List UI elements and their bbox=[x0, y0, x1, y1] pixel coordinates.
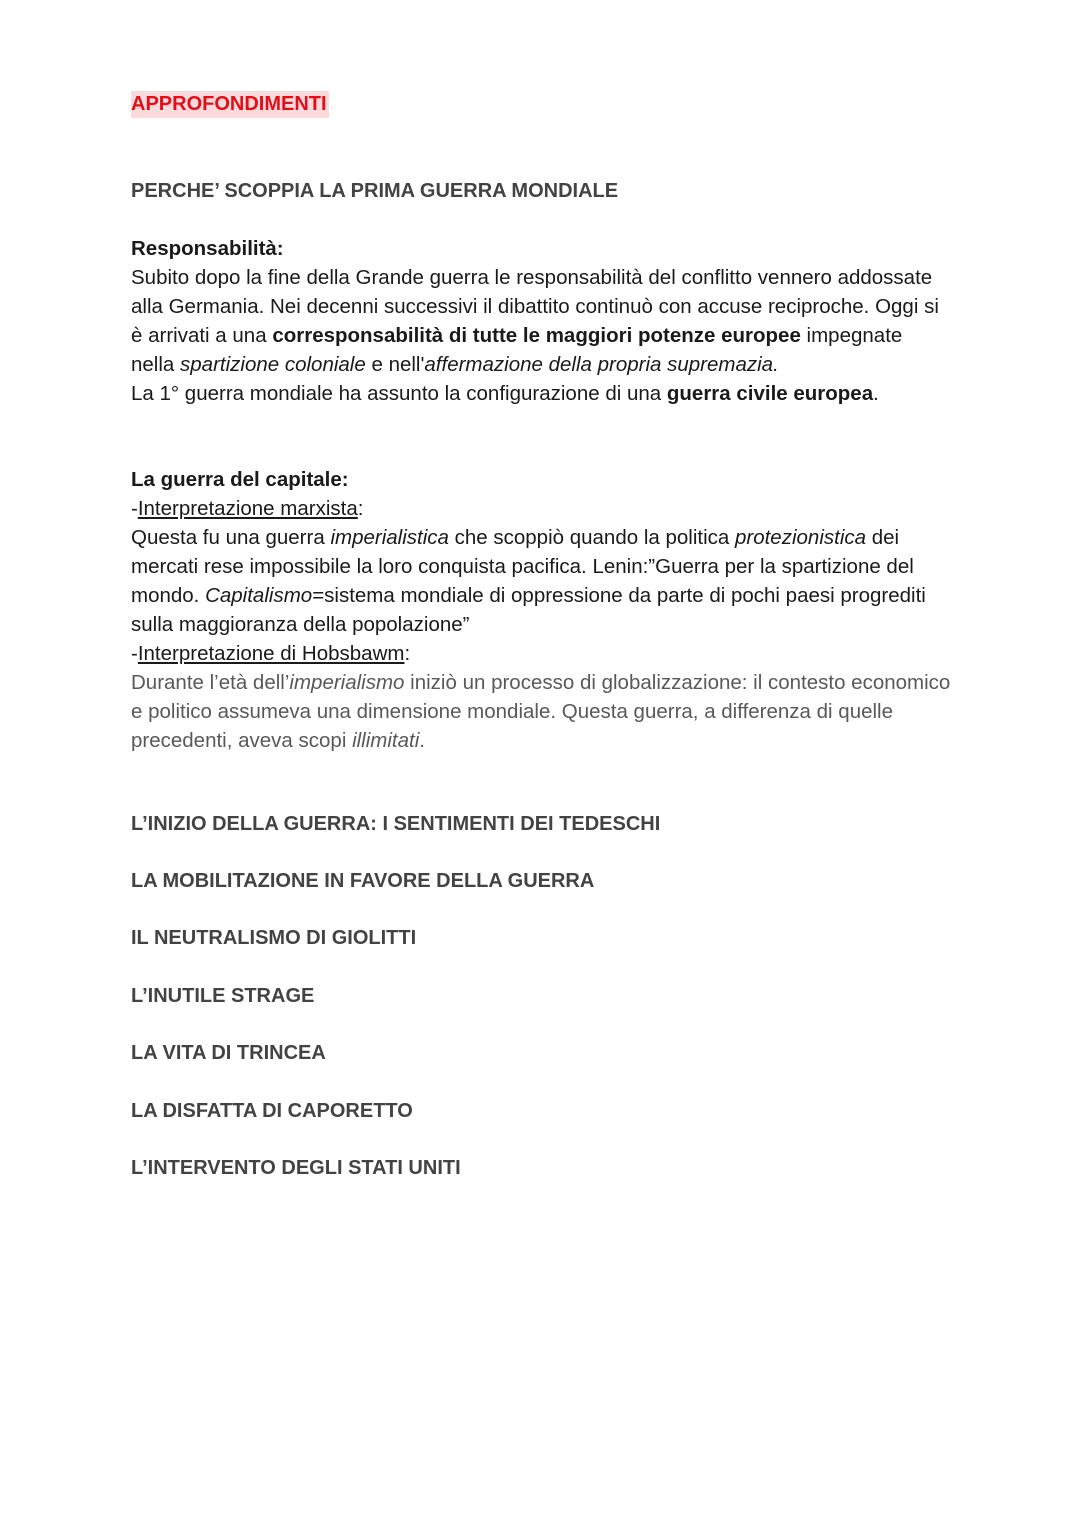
italic-run: spartizione coloniale bbox=[180, 353, 366, 376]
text-run: che scoppiò quando la politica bbox=[448, 526, 735, 549]
topic-heading: IL NEUTRALISMO DI GIOLITTI bbox=[131, 927, 417, 949]
section-label: APPROFONDIMENTI bbox=[131, 91, 329, 118]
responsabilita-conclusion bbox=[131, 379, 951, 408]
responsabilita-title: Responsabilità: bbox=[131, 237, 284, 260]
italic-run: Capitalismo bbox=[205, 584, 313, 607]
text-run: . bbox=[419, 729, 425, 752]
marxist-heading bbox=[131, 494, 951, 523]
text-run: iniziò un processo di globalizzazione: il contesto economico e politico assumeva una dimensione mondiale. Questa guerra, a differenza di quelle precedenti, aveva scopi bbox=[131, 671, 951, 752]
text-run: Subito dopo la fine della Grande guerra le responsabilità del conflitto vennero addossate alla Germania. Nei decenni successivi il dibattito continuò con accuse reciproche. Oggi si è arrivati a una bbox=[131, 266, 939, 347]
text-run: Durante l’età dell’ bbox=[131, 671, 290, 694]
italic-run: illimitati bbox=[352, 729, 420, 752]
dash: - bbox=[131, 497, 138, 520]
italic-run: affermazione della propria supremazia. bbox=[424, 353, 779, 376]
text-run: Questa fu una guerra bbox=[131, 526, 331, 549]
italic-run: protezionistica bbox=[734, 526, 867, 549]
colon: : bbox=[404, 642, 411, 665]
bold-run: corresponsabilità di tutte le maggiori potenze europee bbox=[272, 324, 801, 347]
text-run: dei mercati rese impossibile la loro conquista pacifica. Lenin:”Guerra per la spartizione del mondo. bbox=[131, 526, 914, 607]
bold-run: guerra civile europea bbox=[666, 382, 874, 405]
topic-heading: L’INIZIO DELLA GUERRA: I SENTIMENTI DEI TEDESCHI bbox=[131, 813, 661, 835]
colon: : bbox=[357, 497, 364, 520]
text-run: . bbox=[873, 382, 879, 405]
capitale-section bbox=[131, 465, 951, 755]
text-run: impegnate nella bbox=[131, 324, 903, 376]
marxist-label: Interpretazione marxista bbox=[137, 497, 358, 520]
responsabilita-paragraph bbox=[131, 263, 951, 379]
responsabilita-section bbox=[131, 234, 951, 408]
text-run: e nell' bbox=[365, 353, 425, 376]
page-title: PERCHE’ SCOPPIA LA PRIMA GUERRA MONDIALE bbox=[131, 180, 619, 202]
topic-heading: L’INUTILE STRAGE bbox=[131, 985, 315, 1007]
italic-run: imperialismo bbox=[289, 671, 405, 694]
hobsbawm-paragraph bbox=[131, 668, 951, 755]
topic-heading: L’INTERVENTO DEGLI STATI UNITI bbox=[131, 1157, 461, 1179]
text-run: La 1° guerra mondiale ha assunto la configurazione di una bbox=[131, 382, 667, 405]
text-run: =sistema mondiale di oppressione da parte di pochi paesi progrediti sulla maggioranza della popolazione” bbox=[131, 584, 926, 636]
hobsbawm-label: Interpretazione di Hobsbawm bbox=[137, 642, 405, 665]
dash: - bbox=[131, 642, 138, 665]
hobsbawm-heading bbox=[131, 639, 951, 668]
italic-run: imperialistica bbox=[330, 526, 449, 549]
topic-heading: LA DISFATTA DI CAPORETTO bbox=[131, 1100, 413, 1122]
marxist-paragraph bbox=[131, 523, 951, 639]
topic-heading: LA VITA DI TRINCEA bbox=[131, 1042, 326, 1064]
topic-heading: LA MOBILITAZIONE IN FAVORE DELLA GUERRA bbox=[131, 870, 595, 892]
capitale-title: La guerra del capitale: bbox=[131, 468, 349, 491]
